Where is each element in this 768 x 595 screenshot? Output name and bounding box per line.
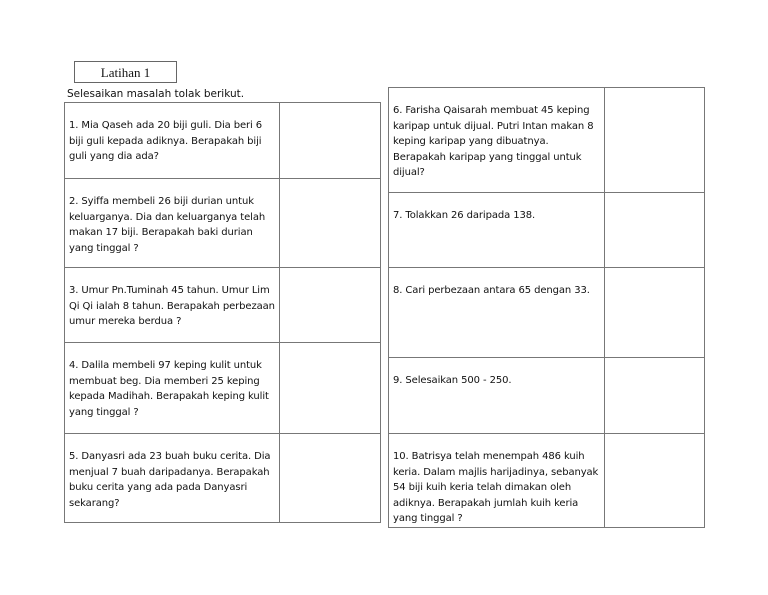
question-text: 8. Cari perbezaan antara 65 dengan 33. [389, 268, 605, 358]
question-text: 9. Selesaikan 500 - 250. [389, 358, 605, 434]
question-text: 1. Mia Qaseh ada 20 biji guli. Dia beri 6 biji guli kepada adiknya. Berapakah biji guli yang dia ada? [65, 103, 280, 179]
answer-cell[interactable] [605, 88, 705, 193]
question-row [65, 434, 381, 523]
question-text: 7. Tolakkan 26 daripada 138. [389, 193, 605, 268]
question-row [65, 179, 381, 268]
question-text: 6. Farisha Qaisarah membuat 45 keping karipap untuk dijual. Putri Intan makan 8 keping karipap yang dibuatnya. Berapakah karipap yang tinggal untuk dijual? [389, 88, 605, 193]
answer-cell[interactable] [280, 268, 381, 343]
question-row [389, 193, 705, 268]
question-row [389, 358, 705, 434]
question-text: 3. Umur Pn.Tuminah 45 tahun. Umur Lim Qi Qi ialah 8 tahun. Berapakah perbezaan umur mereka berdua ? [65, 268, 280, 343]
answer-cell[interactable] [280, 434, 381, 523]
question-row [389, 268, 705, 358]
answer-cell[interactable] [280, 179, 381, 268]
answer-cell[interactable] [605, 268, 705, 358]
question-row [65, 268, 381, 343]
answer-cell[interactable] [605, 358, 705, 434]
answer-cell[interactable] [605, 193, 705, 268]
question-text: 4. Dalila membeli 97 keping kulit untuk membuat beg. Dia memberi 25 keping kepada Madihah. Berapakah keping kulit yang tinggal ? [65, 343, 280, 434]
answer-cell[interactable] [280, 343, 381, 434]
questions-table-left [64, 102, 381, 523]
question-row [65, 103, 381, 179]
question-text: 5. Danyasri ada 23 buah buku cerita. Dia menjual 7 buah daripadanya. Berapakah buku cerita yang ada pada Danyasri sekarang? [65, 434, 280, 523]
question-row [65, 343, 381, 434]
question-row [389, 434, 705, 528]
question-text: 10. Batrisya telah menempah 486 kuih keria. Dalam majlis harijadinya, sebanyak 54 biji kuih keria telah dimakan oleh adiknya. Berapakah jumlah kuih keria yang tinggal ? [389, 434, 605, 528]
worksheet-title: Latihan 1 [74, 61, 177, 83]
answer-cell[interactable] [605, 434, 705, 528]
questions-table-right [388, 87, 705, 528]
question-row [389, 88, 705, 193]
answer-cell[interactable] [280, 103, 381, 179]
question-text: 2. Syiffa membeli 26 biji durian untuk keluarganya. Dia dan keluarganya telah makan 17 biji. Berapakah baki durian yang tinggal ? [65, 179, 280, 268]
instruction-text: Selesaikan masalah tolak berikut. [67, 88, 245, 100]
